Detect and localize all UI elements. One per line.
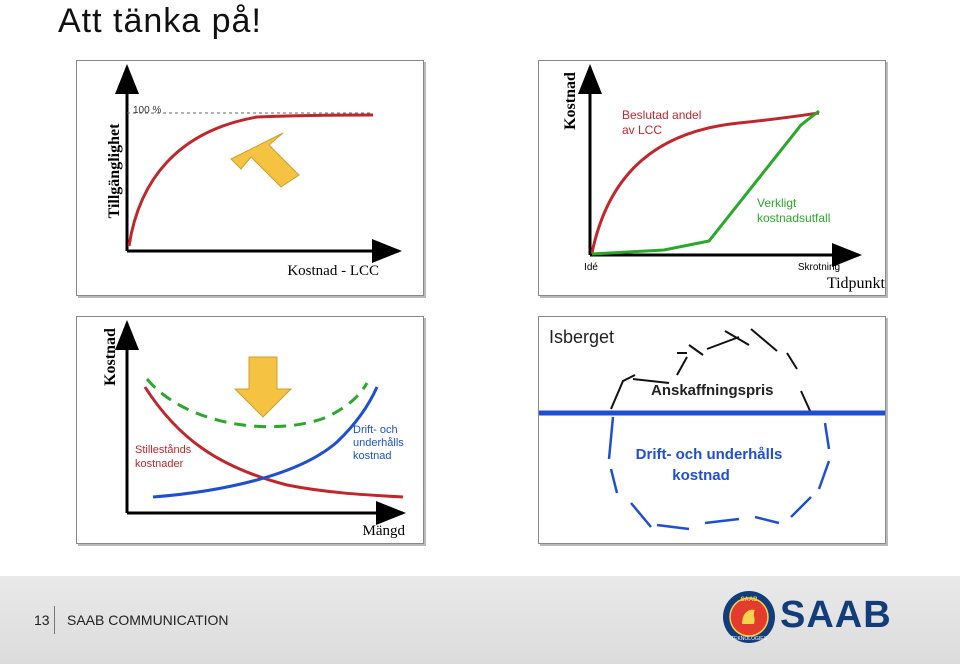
lcc-time-ylabel: Kostnad: [562, 72, 579, 130]
maintenance-label-line3: kostnad: [353, 450, 392, 462]
idea-label: Idé: [584, 262, 598, 273]
company-name: SAAB COMMUNICATION: [67, 612, 229, 628]
lcc-time-panel: [538, 60, 886, 296]
tradeoff-ylabel: Kostnad: [102, 328, 119, 386]
actual-label-line1: Verkligt: [757, 196, 797, 210]
iceberg-panel: [538, 316, 886, 544]
iceberg-top-outline: [611, 329, 811, 413]
iceberg-top-label: Anskaffningspris: [651, 382, 774, 399]
availability-chart: [77, 61, 423, 295]
scrap-label: Skrotning: [797, 262, 841, 273]
page-number: 13: [34, 612, 50, 628]
tradeoff-panel: [76, 316, 424, 544]
availability-panel: [76, 60, 424, 296]
down-arrow-icon: [235, 357, 291, 417]
lcc-time-xlabel: Tidpunkt: [826, 275, 885, 292]
saab-brand-wordmark: SAAB: [780, 594, 892, 636]
maintenance-label-line1: Drift- och: [353, 424, 398, 436]
up-arrow-icon: [231, 133, 299, 187]
iceberg-bottom-label-line2: kostnad: [672, 467, 730, 484]
slide-title: Att tänka på!: [58, 2, 262, 40]
footer-divider: [54, 606, 55, 634]
availability-curve: [129, 115, 373, 246]
tradeoff-xlabel: Mängd: [362, 523, 405, 539]
logo-ring-text: TEKNOLOGIES: [731, 636, 767, 642]
maintenance-label-line2: underhålls: [353, 437, 404, 449]
iceberg-bottom-label-line1: Drift- och underhålls: [635, 446, 783, 463]
lcc-time-chart: [539, 61, 885, 295]
decided-label-line2: av LCC: [622, 123, 663, 137]
iceberg-title: Isberget: [549, 327, 615, 347]
availability-xlabel: Kostnad - LCC: [287, 263, 379, 279]
logo-badge-text: SAAB: [740, 597, 758, 603]
tradeoff-chart: [77, 317, 423, 543]
downtime-label-line2: kostnader: [135, 458, 184, 470]
availability-ylabel: Tillgänglighet: [106, 123, 123, 219]
decided-label-line1: Beslutad andel: [622, 108, 702, 122]
actual-label-line2: kostnadsutfall: [757, 211, 831, 225]
footer: [0, 576, 960, 664]
hundred-percent-label: 100 %: [133, 105, 162, 116]
iceberg-chart: [539, 317, 885, 543]
downtime-label-line1: Stillestånds: [135, 444, 192, 456]
saab-griffin-logo-icon: [722, 590, 776, 644]
